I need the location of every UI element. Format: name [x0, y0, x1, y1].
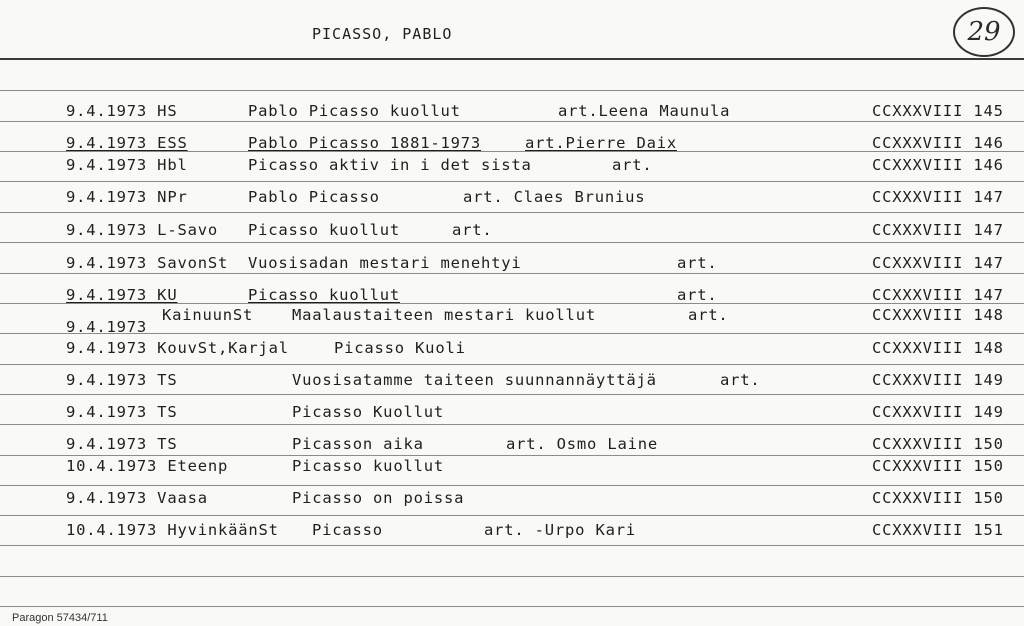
ruled-line [0, 394, 1024, 395]
entry-date: 9.4.1973 HS [66, 102, 178, 120]
entry-title: Picasso kuollut [248, 286, 400, 304]
ruled-line [0, 121, 1024, 122]
entry-author: art. [677, 254, 718, 272]
entry-ref: CCXXXVIII 147 [872, 286, 1004, 304]
entry-date: 9.4.1973 TS [66, 371, 178, 389]
entry-date: 9.4.1973 KouvSt,Karjal [66, 339, 289, 357]
entry-author: art.Leena Maunula [558, 102, 731, 120]
entry-date: 9.4.1973 KU [66, 286, 178, 304]
entry-date: 9.4.1973 Hbl [66, 156, 188, 174]
ruled-line [0, 273, 1024, 274]
ruled-line [0, 242, 1024, 243]
entry-author: art. Claes Brunius [463, 188, 646, 206]
ruled-line [0, 515, 1024, 516]
entry-ref: CCXXXVIII 146 [872, 134, 1004, 152]
entry-ref: CCXXXVIII 146 [872, 156, 1004, 174]
entry-date: 10.4.1973 HyvinkäänSt [66, 521, 279, 539]
ruled-line [0, 364, 1024, 365]
entry-title: Picasso Kuollut [292, 403, 444, 421]
entry-title: Picasso kuollut [248, 221, 400, 239]
card-footer: Paragon 57434/711 [12, 612, 108, 624]
ruled-line [0, 424, 1024, 425]
entry-author: art. Osmo Laine [506, 435, 658, 453]
ruled-line [0, 90, 1024, 91]
entry-title: Picasso aktiv in i det sista [248, 156, 532, 174]
entry-ref: CCXXXVIII 151 [872, 521, 1004, 539]
entry-date: 9.4.1973 SavonSt [66, 254, 229, 272]
entry-ref: CCXXXVIII 145 [872, 102, 1004, 120]
entry-date: 9.4.1973 TS [66, 435, 178, 453]
entry-title: Picasso [312, 521, 383, 539]
entry-author: art. [677, 286, 718, 304]
entry-author: art.Pierre Daix [525, 134, 677, 152]
entry-author: art. -Urpo Kari [484, 521, 636, 539]
entry-date: 9.4.1973 ESS [66, 134, 188, 152]
entry-source: KainuunSt [162, 306, 254, 324]
entry-title: Vuosisadan mestari menehtyi [248, 254, 522, 272]
entry-ref: CCXXXVIII 149 [872, 371, 1004, 389]
entry-title: Picasson aika [292, 435, 424, 453]
ruled-line [0, 485, 1024, 486]
ruled-line [0, 181, 1024, 182]
entry-date: 9.4.1973 NPr [66, 188, 188, 206]
card-number-badge: 29 [953, 7, 1015, 57]
entry-title: Pablo Picasso 1881-1973 [248, 134, 482, 152]
entry-title: Maalaustaiteen mestari kuollut [292, 306, 596, 324]
entry-date: 9.4.1973 [66, 318, 148, 336]
ruled-line [0, 333, 1024, 334]
ruled-line [0, 576, 1024, 577]
ruled-line [0, 606, 1024, 607]
entry-ref: CCXXXVIII 147 [872, 254, 1004, 272]
entry-date: 9.4.1973 L-Savo [66, 221, 218, 239]
entry-ref: CCXXXVIII 147 [872, 221, 1004, 239]
ruled-line [0, 455, 1024, 456]
entry-title: Picasso on poissa [292, 489, 465, 507]
entry-ref: CCXXXVIII 147 [872, 188, 1004, 206]
entry-author: art. [452, 221, 493, 239]
entry-title: Picasso Kuoli [334, 339, 466, 357]
entry-author: art. [612, 156, 653, 174]
ruled-line [0, 545, 1024, 546]
entry-ref: CCXXXVIII 148 [872, 339, 1004, 357]
entry-ref: CCXXXVIII 150 [872, 489, 1004, 507]
entry-title: Pablo Picasso kuollut [248, 102, 461, 120]
entry-ref: CCXXXVIII 150 [872, 435, 1004, 453]
entry-ref: CCXXXVIII 150 [872, 457, 1004, 475]
ruled-line [0, 212, 1024, 213]
entry-date: 9.4.1973 Vaasa [66, 489, 208, 507]
entry-author: art. [720, 371, 761, 389]
entry-title: Vuosisatamme taiteen suunnannäyttäjä [292, 371, 657, 389]
header-rule [0, 58, 1024, 60]
entry-ref: CCXXXVIII 148 [872, 306, 1004, 324]
entry-date: 10.4.1973 Eteenp [66, 457, 229, 475]
entry-title: Pablo Picasso [248, 188, 380, 206]
entry-ref: CCXXXVIII 149 [872, 403, 1004, 421]
entry-date: 9.4.1973 TS [66, 403, 178, 421]
entry-title: Picasso kuollut [292, 457, 444, 475]
entry-author: art. [688, 306, 729, 324]
card-title: PICASSO, PABLO [312, 25, 453, 43]
